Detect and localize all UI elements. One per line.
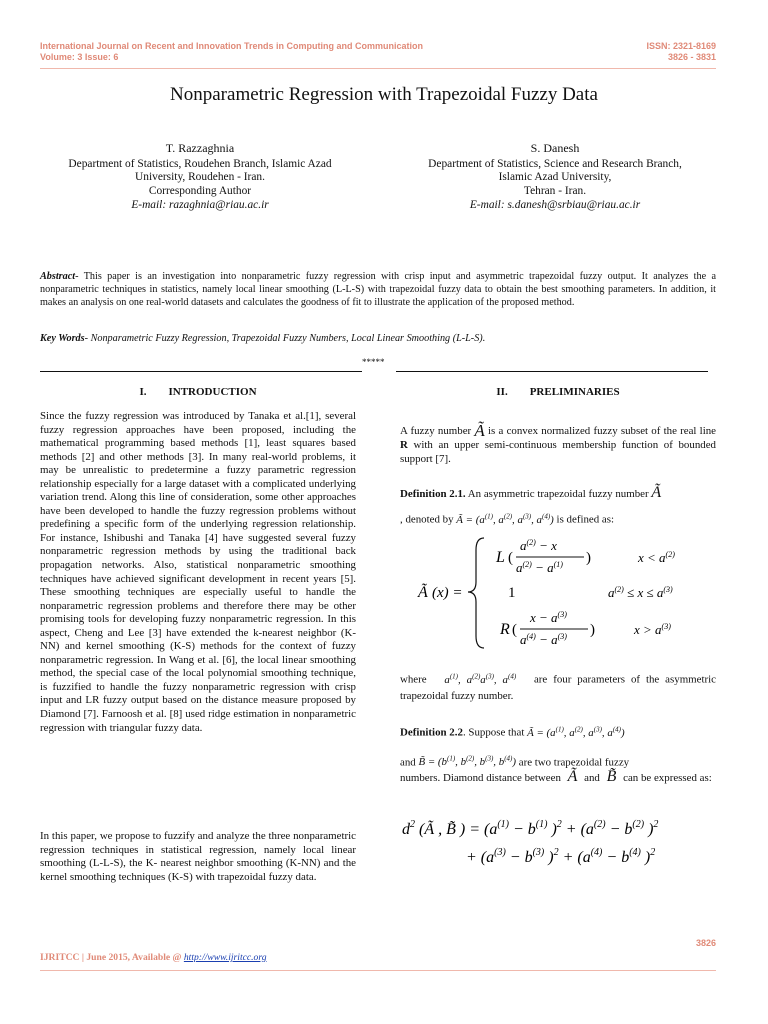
fuzzy-number-symbol: Ã [563,768,582,785]
svg-text:Ã: Ã [418,584,428,601]
fuzzy-number-symbol-b: B̃ [602,768,621,785]
diamond-distance-text [400,770,716,785]
svg-text:+ (a(3) − b(3) )2 + (a(4) − b(: + ($a^{(3)} - b^{(3)}$ )$^2 + (a^{(4)} - b^{(4)}$ )$^2$ [466,847,656,866]
svg-text:x > a(3): $x > a^{(3)}$ [634,622,671,637]
footer-label: IJRITCC | June 2015, Available @ [40,952,182,963]
svg-text:a(2) − x: $a^{(2)} - x$ [520,538,557,553]
header-divider [40,68,716,69]
definition-text: numbers. Diamond distance between [400,772,561,784]
intro-paragraph-1: Since the fuzzy regression was introduced by Tanaka et al.[1], several fuzzy regression approaches have been proposed, including the mathematical programming based methods [1], least squares based methods [2] and other methods [3]. In many real-world problems, it may be unrealistic to predetermine a fuzzy parametric regression relationship especially for a large dataset with a complicated underlying variation trend. Along this line of consideration, some other approaches have been developed to handle the fuzzy regression problems without predefining a specific form of the underlying regression relationship. For instance, Ishibushi and Tanaka [4] have suggested several fuzzy nonparametric regression methods by using the traditional back propagation networks. Also, statistical nonparametric smoothing techniques have achieved significant development in recent years [5]. These smoothing techniques are especially useful to handle the nonparametric regression problems and therefore there may be other promising tools for developing fuzzy nonparametric regression. In this aspect, Cheng and Lee [3] have extended the k-nearest neighbor (K-NN) and kernel smoothing (K-S) methods for the context of fuzzy nonparametric regression. In Wang et al. [6], the local linear smoothing method, the special case of the local polynomial smoothing technique, is fuzzified to handle the fuzzy nonparametric regression with crisp input and LR fuzzy output based on the distance measure proposed by Diamond [7]. Farnoosh et al. [8] used ridge estimation in nonparametric regression with triangular fuzzy data. [40,410,356,734]
paper-title: Nonparametric Regression with Trapezoidal Fuzzy Data [170,84,598,105]
membership-function-equation [412,530,712,655]
definition-text: and [584,772,600,784]
svg-text:L: L [496,549,505,566]
tuple-a: Ã = ($a^{(1)}$, $a^{(2)}$, $a^{(3)}$, $a^{(4)}$) [527,725,625,739]
svg-text:): ) [590,622,595,638]
trapezoid-tuple: Ã = ($a^{(1)}$, $a^{(2)}$, $a^{(3)}$, $a^{(4)}$) [456,512,554,526]
issn-header [646,41,716,63]
diamond-distance-equation [400,812,716,868]
svg-text:(: ( [508,550,513,566]
abstract-text: - This paper is an investigation into nonparametric fuzzy regression with crisp input and asymmetric trapezoidal fuzzy output. It analyzes the a nonparametric techniques in statistics, namely local linear smoothing (L-L-S) with trapezoidal fuzzy data to obtain the best smoothing parameters. In addition, it makes an analysis on one real-world datasets and calculates the goodness of fit to illustrate the application of the proposed method. [40,271,716,309]
issn: ISSN: 2321-8169 [646,41,716,51]
section-heading-introduction: I. INTRODUCTION [139,386,257,398]
svg-text:a(2) − a(1): $a^{(2)} - a^{(1)}$ [516,560,563,575]
svg-text:(: ( [512,622,517,638]
author-dept: Department of Statistics, Roudehen Branch, Islamic Azad [68,157,332,170]
author-block-1 [40,142,360,213]
svg-text:): ) [586,550,591,566]
tuple-b: B̃ = ($b^{(1)}$, $b^{(2)}$, $b^{(3)}$, $b^{(4)}$) [418,754,516,769]
svg-text:(x) =: (x) = [432,585,463,601]
fuzzy-number-symbol: Ã [651,484,662,501]
abstract-label: Abstract [40,271,76,282]
svg-text:R: R [500,621,510,638]
author-name: T. Razzaghnia [165,141,235,155]
real-line-symbol: R [400,439,408,451]
page-number: 3826 [695,938,716,948]
journal-volume: Volume: 3 Issue: 6 [40,52,119,62]
author-univ: Islamic Azad University, [498,171,612,184]
journal-link[interactable]: http://www.ijritcc.org [183,952,267,963]
author-block-2 [390,142,720,213]
footer-text [40,952,267,963]
author-dept: Department of Statistics, Science and Research Branch, [428,157,682,170]
keywords [40,333,716,344]
parameter-list: $a^{(1)}$, $a^{(2)}a^{(3)}$, $a^{(4)}$ [432,672,517,686]
journal-name: International Journal on Recent and Innovation Trends in Computing and Communication [40,41,424,51]
prelim-paragraph-1 [400,422,716,466]
definition-text: can be expressed as: [623,772,712,784]
svg-text:x < a(2): $x < a^{(2)}$ [638,550,675,565]
definition-text: are two trapezoidal fuzzy [518,756,630,769]
definition-2-2 [400,716,716,775]
fuzzy-number-symbol: Ã [474,421,485,440]
author-name: S. Danesh [530,141,580,155]
svg-text:a(4) − a(3): $a^{(4)} - a^{(3)}$ [520,632,567,647]
prelim-text: are four parameters of the asymmetric trapezoidal fuzzy number. [400,673,716,702]
definition-text: , denoted by [400,513,454,526]
definition-2-1 [400,482,716,531]
svg-text:x − a(3): $x - a^{(3)}$ [530,610,567,625]
prelim-text: is a convex normalized fuzzy subset of the real line [488,425,716,437]
prelim-text: where [400,673,427,686]
prelim-text: A fuzzy number [400,425,472,437]
intro-paragraph-2: In this paper, we propose to fuzzify and analyze the three nonparametric regression techniques in statistical regression, namely local linear smoothing (L-L-S), the K- nearest neighbor smoothing (K-NN) and the kernel smoothing techniques (K-S) with trapezoidal fuzzy data. [40,830,356,883]
svg-text:1: 1 [508,585,516,601]
svg-text:d2 (Ã , B̃ ) = (a(1) − b(1) )2: $d^2$ (Ã , B̃ ) = ($a^{(1)} - b^{(1)}$ )$^2 + (a^{(2)} - b^{(2)}$ )$^2$ [402,819,659,838]
definition-label: Definition 2.1. [400,488,466,500]
prelim-text: with an upper semi-continuous membership function of bounded support [7]. [400,439,716,465]
where-paragraph [400,668,716,704]
keywords-label: Key Words [40,333,85,344]
definition-text: An asymmetric trapezoidal fuzzy number [467,488,649,500]
author-note: Tehran - Iran. [523,185,587,198]
author-note: Corresponding Author [148,185,252,198]
keywords-text: - Nonparametric Fuzzy Regression, Trapezoidal Fuzzy Numbers, Local Linear Smoothing (L-L-S). [84,333,486,344]
journal-header [40,41,423,63]
page-range: 3826 - 3831 [667,52,716,62]
svg-text:a(2) ≤ x ≤ a(3): $a^{(2)} \le x \le a^{(3)}$ [608,585,673,600]
definition-text: . Suppose that [462,726,525,739]
footer-divider [40,970,716,971]
abstract [40,270,716,310]
definition-label: Definition 2.2 [400,726,463,739]
author-email: E-mail: razaghnia@riau.ac.ir [131,198,269,211]
separator-stars: ***** [362,357,385,367]
definition-text: and [400,756,416,769]
section-heading-preliminaries: II. PRELIMINARIES [496,386,620,398]
separator-line-right [396,371,708,372]
separator-line-left [40,371,362,372]
definition-text: is defined as: [556,513,615,526]
author-univ: University, Roudehen - Iran. [135,171,265,184]
author-email: E-mail: s.danesh@srbiau@riau.ac.ir [469,198,641,211]
